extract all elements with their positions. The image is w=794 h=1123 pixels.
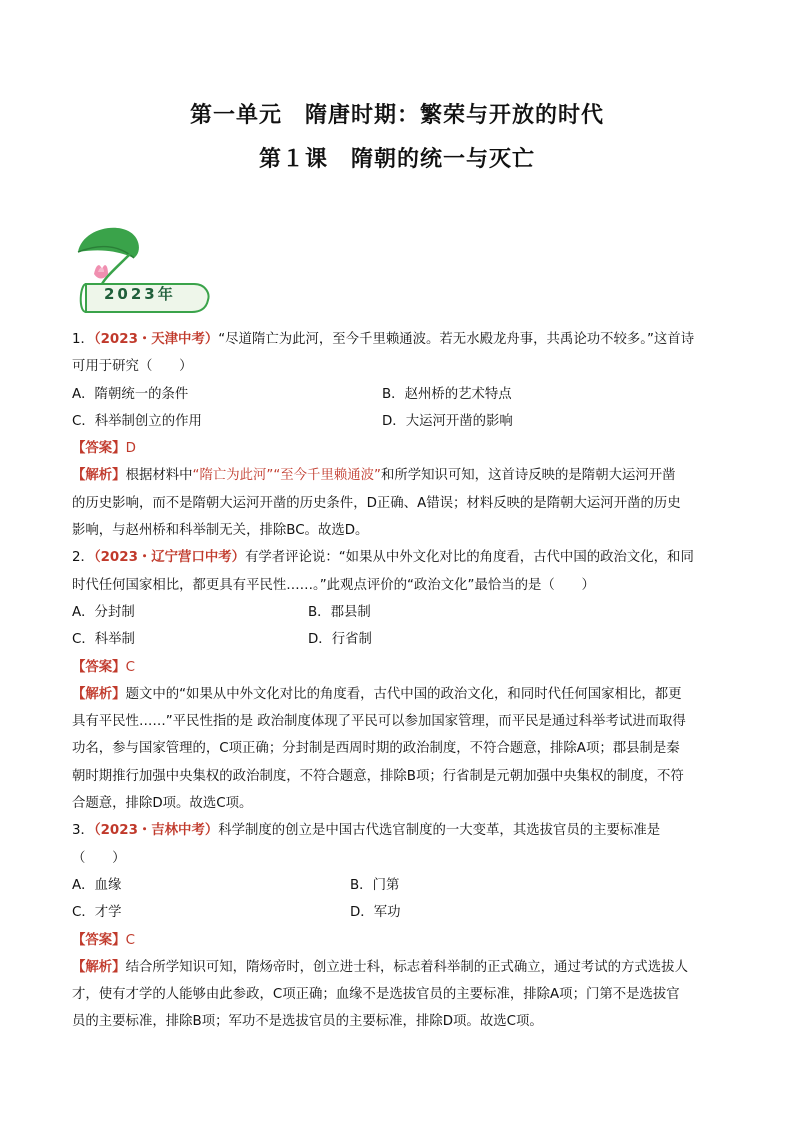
q3-analysis-line1: 【解析】结合所学知识可知，隋炀帝时，创立进士科，标志着科举制的正式确立，通过考试的方式选拔人 <box>72 959 688 975</box>
q2-analysis-line2: 具有平民性……”平民性指的是 政治制度体现了平民可以参加国家管理，而平民是通过科举考试进而取得 <box>72 714 686 730</box>
q1-source: （2023・天津中考） <box>93 332 219 347</box>
unit-title: 第一单元 隋唐时期：繁荣与开放的时代 <box>189 103 604 128</box>
q2-analysis-line4: 朝时期推行加强中央集权的政治制度，不符合题意，排除B项；行省制是元朝加强中央集权的制度，不符 <box>72 768 684 784</box>
q1-answer: 【答案】D <box>72 441 136 457</box>
q1-analysis-line2: 的历史影响，而不是隋朝大运河开凿的历史条件，D正确、A错误；材料反映的是隋朝大运河开凿的历史 <box>72 495 681 511</box>
q1-analysis-line3: 影响，与赵州桥和科举制无关，排除BC。故选D。 <box>72 523 369 539</box>
q2-option-d: D．行省制 <box>308 632 372 648</box>
q1-options-row2 <box>72 408 722 435</box>
q2-answer: 【答案】C <box>72 659 135 675</box>
question-list <box>72 326 722 1036</box>
q1-option-a: A．隋朝统一的条件 <box>72 386 189 402</box>
q3-options-row2 <box>72 899 722 926</box>
q3-option-d: D．军功 <box>350 905 401 921</box>
q2-analysis-line5: 合题意，排除D项。故选C项。 <box>72 796 253 812</box>
q3-analysis-line3: 员的主要标准，排除B项；军功不是选拔官员的主要标准，排除D项。故选C项。 <box>72 1014 543 1030</box>
q2-option-c: C．科举制 <box>72 632 135 648</box>
q3-option-a: A．血缘 <box>72 877 122 893</box>
q2-analysis-line3: 功名，参与国家管理的，C项正确；分封制是西周时期的政治制度，不符合题意，排除A项；郡县制是秦 <box>72 741 680 757</box>
q1-stem-line1: 1．（2023・天津中考）“尽道隋亡为此河，至今千里赖通波。若无水殿龙舟事，共禹论功不较多。”这首诗 <box>72 332 695 347</box>
q2-stem-line1: 2．（2023・辽宁营口中考）有学者评论说：“如果从中外文化对比的角度看，古代中国的政治文化，和同 <box>72 550 694 566</box>
q3-answer: 【答案】C <box>72 932 135 948</box>
year-badge-label: 2023年 <box>104 285 176 303</box>
q2-option-a: A．分封制 <box>72 604 135 620</box>
q1-analysis-line1: 【解析】根据材料中“隋亡为此河”“至今千里赖通波”和所学知识可知，这首诗反映的是隋朝大运河开凿 <box>72 468 676 484</box>
q1-option-b: B．赵州桥的艺术特点 <box>382 386 512 402</box>
lotus-year-badge-icon <box>74 222 214 334</box>
q3-analysis-line2: 才，使有才学的人能够由此参政，C项正确；血缘不是选拔官员的主要标准，排除A项；门第不是选拔官 <box>72 987 680 1003</box>
q1-option-d: D．大运河开凿的影响 <box>382 413 513 429</box>
q3-option-b: B．门第 <box>350 877 400 893</box>
q3-stem-line1: 3．（2023・吉林中考）科学制度的创立是中国古代选官制度的一大变革，其选拔官员的主要标准是 <box>72 823 661 839</box>
q1-option-c: C．科举制创立的作用 <box>72 413 202 429</box>
q3-stem-line2: （ ） <box>72 850 126 866</box>
q1-stem-line2: 可用于研究（ ） <box>72 359 193 375</box>
q2-analysis-line1: 【解析】题文中的“如果从中外文化对比的角度看，古代中国的政治文化，和同时代任何国家相比，都更 <box>72 686 682 702</box>
q2-source: （2023・辽宁营口中考） <box>93 550 246 566</box>
lesson-title: 第１课 隋朝的统一与灭亡 <box>258 147 535 172</box>
q3-source: （2023・吉林中考） <box>93 823 219 839</box>
q3-option-c: C．才学 <box>72 905 122 921</box>
q2-options-row2 <box>72 626 722 653</box>
q2-option-b: B．郡县制 <box>308 604 371 620</box>
q1-options-row1 <box>72 381 722 408</box>
q3-options-row1 <box>72 872 722 899</box>
q2-stem-line2: 时代任何国家相比，都更具有平民性……。”此观点评价的“政治文化”最恰当的是（ ） <box>72 577 595 593</box>
q2-options-row1 <box>72 599 722 626</box>
